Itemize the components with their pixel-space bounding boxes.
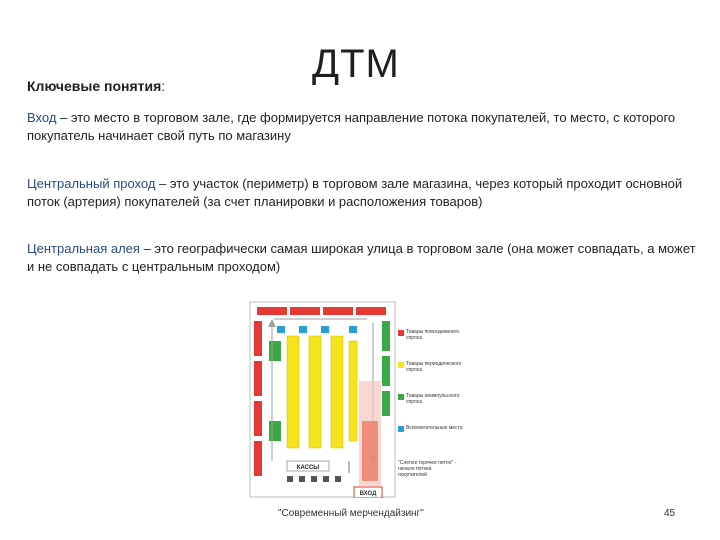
key-concepts-heading: Ключевые понятия: (27, 78, 166, 94)
source-caption: "Современный мерчендайзинг" (278, 508, 424, 519)
checkout (287, 476, 293, 482)
gondola (349, 341, 357, 441)
term-central-passage: Центральный проход (27, 176, 156, 191)
checkout (335, 476, 341, 482)
shelf-top (290, 307, 320, 315)
gondola (309, 336, 321, 448)
shelf-left (254, 401, 262, 436)
term-entrance: Вход (27, 110, 57, 125)
definition-central-alley (27, 240, 697, 276)
legend-swatch (398, 394, 404, 400)
definition-text: – это участок (периметр) в торговом зале магазина, через который проходит основной поток (артерия) покупателей (за счет планировки и расположения товаров) (27, 176, 683, 209)
aux-place (349, 326, 357, 333)
legend-swatch (398, 426, 404, 432)
legend-label: Вспомогательные места (406, 425, 463, 431)
gondola (287, 336, 299, 448)
gondola (331, 336, 343, 448)
aux-place (277, 326, 285, 333)
legend-label: Товары периодического спроса (406, 361, 462, 373)
shelf-top (323, 307, 353, 315)
entrance-label: ВХОД (359, 491, 377, 497)
page-number: 45 (664, 508, 676, 519)
definition-text: – это географически самая широкая улица в торговом зале (она может совпадать, а может и не совпадать с центральным проходом) (27, 241, 696, 274)
hot-spot (362, 421, 378, 481)
legend-swatch (398, 330, 404, 336)
legend-label: Товары неимпульсного спроса (406, 393, 460, 405)
legend-swatch (398, 362, 404, 368)
shelf-right (382, 321, 390, 351)
side-display (269, 421, 281, 441)
aux-place (321, 326, 329, 333)
term-central-alley: Центральная алея (27, 241, 140, 256)
shelf-top (356, 307, 386, 315)
shelf-top (257, 307, 287, 315)
checkout (323, 476, 329, 482)
blind-hot-spot-callout: "Слепое горячее пятно" - начало потока покупателей (398, 460, 457, 478)
shelf-left (254, 321, 262, 356)
shelf-left (254, 361, 262, 396)
checkout-label: КАССЫ (296, 465, 320, 471)
shelf-left (254, 441, 262, 476)
checkout (311, 476, 317, 482)
definition-text: – это место в торговом зале, где формируется направление потока покупателей, то место, с которого покупатель начинает свой путь по магазину (27, 110, 676, 143)
shelf-right (382, 356, 390, 386)
definition-entrance (27, 109, 697, 145)
definition-central-passage (27, 175, 697, 211)
legend-label: Товары повседневного спроса (406, 329, 460, 341)
checkout (299, 476, 305, 482)
shelf-right (382, 391, 390, 416)
slide-title: ДТМ (312, 42, 400, 86)
aux-place (299, 326, 307, 333)
side-display (269, 341, 281, 361)
